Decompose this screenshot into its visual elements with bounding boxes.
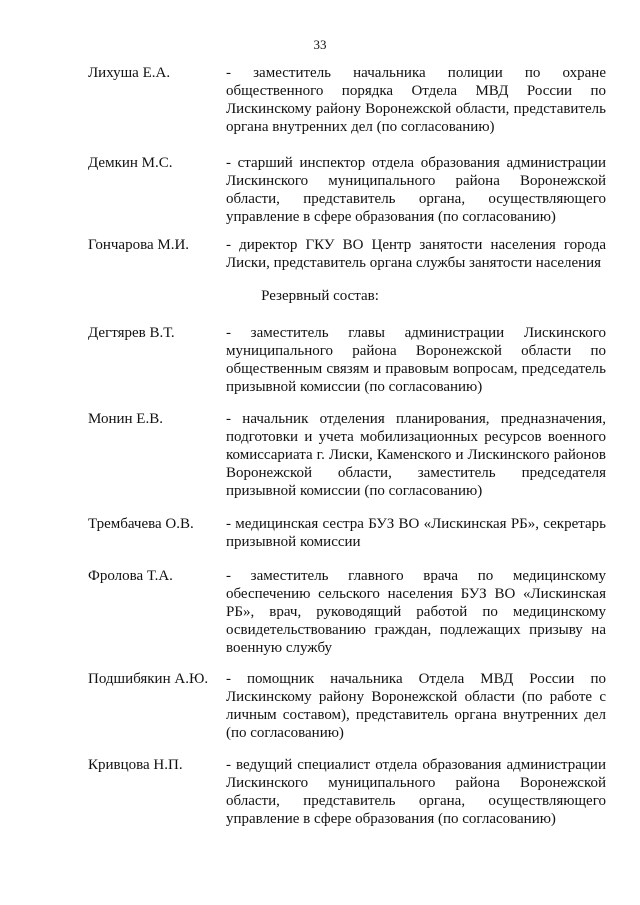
member-role: - помощник начальника Отдела МВД России по Лискинскому району Воронежской области (по работе с личным составом), представитель органа внутренних дел (по согласованию): [226, 671, 606, 741]
member-role: - начальник отделения планирования, предназначения, подготовки и учета мобилизационных ресурсов военного комиссариата г. Лиски, Каменского и Лискинского районов Воронежской области, заместитель председателя призывной комиссии (по согласованию): [226, 411, 606, 499]
member-name: Гончарова М.И.: [88, 237, 190, 253]
member-name: Кривцова Н.П.: [88, 757, 183, 773]
member-name: Трембачева О.В.: [88, 516, 194, 532]
member-role: - старший инспектор отдела образования администрации Лискинского муниципального района Воронежской области, представитель органа, осуществляющего управление в сфере образования (по согласованию): [226, 155, 606, 225]
member-name: Демкин М.С.: [88, 155, 173, 171]
member-name: Лихуша Е.А.: [88, 65, 171, 81]
member-name: Подшибякин А.Ю.: [88, 671, 209, 687]
page-number: 33: [313, 37, 327, 52]
member-role: - заместитель главного врача по медицинскому обеспечению сельского населения БУЗ ВО «Лискинская РБ», врач, руководящий работой по медицинскому освидетельствованию граждан, подлежащих призыву на военную службу: [226, 568, 606, 656]
member-role: - медицинская сестра БУЗ ВО «Лискинская РБ», секретарь призывной комиссии: [226, 516, 606, 550]
member-name: Монин Е.В.: [88, 411, 163, 427]
member-role: - заместитель начальника полиции по охране общественного порядка Отдела МВД России по Лискинскому району Воронежской области, представитель органа внутренних дел (по согласованию): [226, 65, 606, 135]
member-name: Дегтярев В.Т.: [88, 325, 175, 341]
member-role: - ведущий специалист отдела образования администрации Лискинского муниципального района Воронежской области, представитель органа, осуществляющего управление в сфере образования (по согласованию): [226, 757, 606, 827]
member-name: Фролова Т.А.: [88, 568, 173, 584]
reserve-heading: Резервный состав:: [261, 288, 379, 304]
member-role: - заместитель главы администрации Лискинского муниципального района Воронежской области по общественным связям и правовым вопросам, председатель призывной комиссии (по согласованию): [226, 325, 606, 395]
member-role: - директор ГКУ ВО Центр занятости населения города Лиски, представитель органа службы занятости населения: [226, 237, 606, 271]
